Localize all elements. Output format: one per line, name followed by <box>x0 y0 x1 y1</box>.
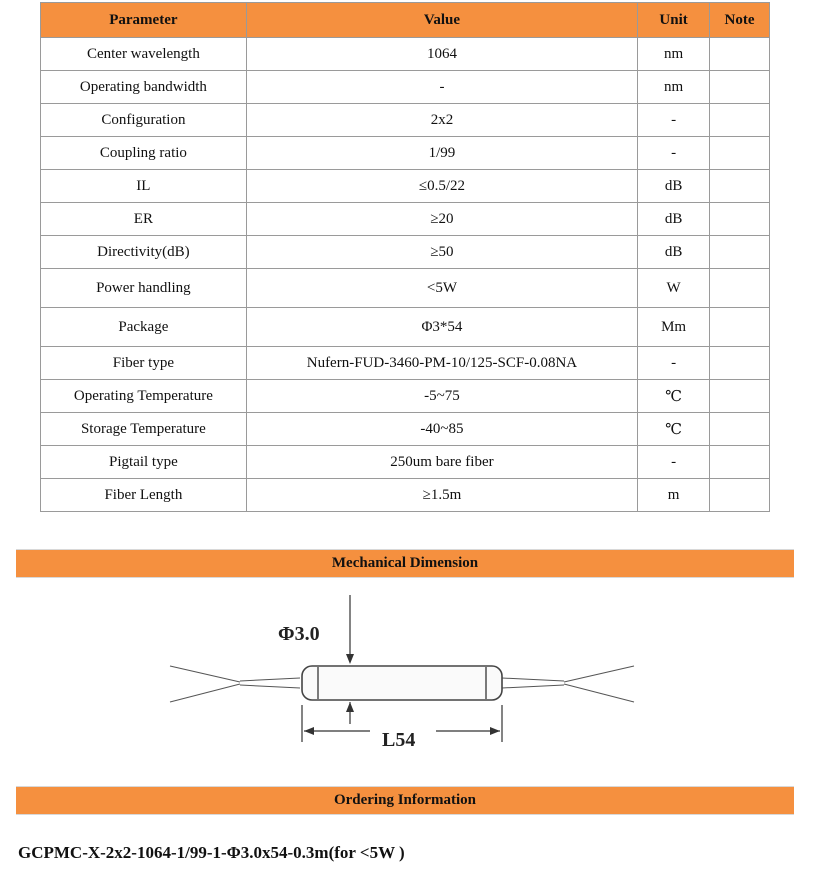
cell-param: Center wavelength <box>41 38 247 71</box>
cell-value: ≥20 <box>246 203 637 236</box>
cell-unit: dB <box>638 170 710 203</box>
cell-value: 250um bare fiber <box>246 446 637 479</box>
table-row <box>41 71 770 104</box>
cell-value: 1064 <box>246 38 637 71</box>
diameter-dimension <box>346 595 354 724</box>
table-row <box>41 479 770 512</box>
cell-note <box>710 269 770 308</box>
cell-value: <5W <box>246 269 637 308</box>
cell-unit: m <box>638 479 710 512</box>
cell-note <box>710 104 770 137</box>
ordering-code: GCPMC-X-2x2-1064-1/99-1-Φ3.0x54-0.3m(for <5W ) <box>18 843 405 862</box>
mechanical-drawing <box>160 590 650 760</box>
table-row <box>41 170 770 203</box>
table-row <box>41 308 770 347</box>
cell-note <box>710 203 770 236</box>
cell-note <box>710 38 770 71</box>
coupler-body <box>302 666 502 700</box>
cell-note <box>710 236 770 269</box>
cell-note <box>710 308 770 347</box>
cell-unit: - <box>638 104 710 137</box>
cell-param: Power handling <box>41 269 247 308</box>
cell-param: Fiber type <box>41 347 247 380</box>
cell-param: Coupling ratio <box>41 137 247 170</box>
ordering-information-header: Ordering Information <box>16 786 794 815</box>
table-row <box>41 104 770 137</box>
cell-unit: Mm <box>638 308 710 347</box>
cell-param: IL <box>41 170 247 203</box>
cell-value: ≥1.5m <box>246 479 637 512</box>
cell-param: Configuration <box>41 104 247 137</box>
header-unit: Unit <box>638 3 710 38</box>
cell-value: - <box>246 71 637 104</box>
cell-note <box>710 137 770 170</box>
cell-unit: ℃ <box>638 413 710 446</box>
cell-value: Φ3*54 <box>246 308 637 347</box>
cell-note <box>710 347 770 380</box>
mechanical-dimension-header: Mechanical Dimension <box>16 549 794 578</box>
cell-param: Operating bandwidth <box>41 71 247 104</box>
header-value: Value <box>246 3 637 38</box>
table-row <box>41 38 770 71</box>
cell-param: Operating Temperature <box>41 380 247 413</box>
cell-unit: - <box>638 347 710 380</box>
cell-param: ER <box>41 203 247 236</box>
cell-param: Directivity(dB) <box>41 236 247 269</box>
right-fiber-leads <box>502 666 634 702</box>
cell-unit: nm <box>638 38 710 71</box>
cell-value: -5~75 <box>246 380 637 413</box>
table-row <box>41 269 770 308</box>
header-note: Note <box>710 3 770 38</box>
spec-table <box>40 2 770 512</box>
cell-note <box>710 170 770 203</box>
length-label: L54 <box>382 729 416 751</box>
table-row <box>41 203 770 236</box>
table-row <box>41 446 770 479</box>
cell-unit: dB <box>638 236 710 269</box>
cell-value: ≤0.5/22 <box>246 170 637 203</box>
cell-unit: dB <box>638 203 710 236</box>
cell-unit: ℃ <box>638 380 710 413</box>
cell-param: Package <box>41 308 247 347</box>
table-row <box>41 347 770 380</box>
cell-param: Storage Temperature <box>41 413 247 446</box>
diameter-label: Φ3.0 <box>278 623 320 645</box>
cell-unit: - <box>638 137 710 170</box>
cell-unit: W <box>638 269 710 308</box>
cell-param: Fiber Length <box>41 479 247 512</box>
cell-value: 1/99 <box>246 137 637 170</box>
cell-note <box>710 71 770 104</box>
cell-note <box>710 413 770 446</box>
cell-value: -40~85 <box>246 413 637 446</box>
spec-header-row <box>41 3 770 38</box>
table-row <box>41 413 770 446</box>
cell-value: Nufern-FUD-3460-PM-10/125-SCF-0.08NA <box>246 347 637 380</box>
cell-note <box>710 446 770 479</box>
cell-value: 2x2 <box>246 104 637 137</box>
table-row <box>41 137 770 170</box>
cell-value: ≥50 <box>246 236 637 269</box>
left-fiber-leads <box>170 666 300 702</box>
table-row <box>41 380 770 413</box>
cell-note <box>710 479 770 512</box>
cell-unit: nm <box>638 71 710 104</box>
cell-unit: - <box>638 446 710 479</box>
cell-note <box>710 380 770 413</box>
header-parameter: Parameter <box>41 3 247 38</box>
table-row <box>41 236 770 269</box>
cell-param: Pigtail type <box>41 446 247 479</box>
